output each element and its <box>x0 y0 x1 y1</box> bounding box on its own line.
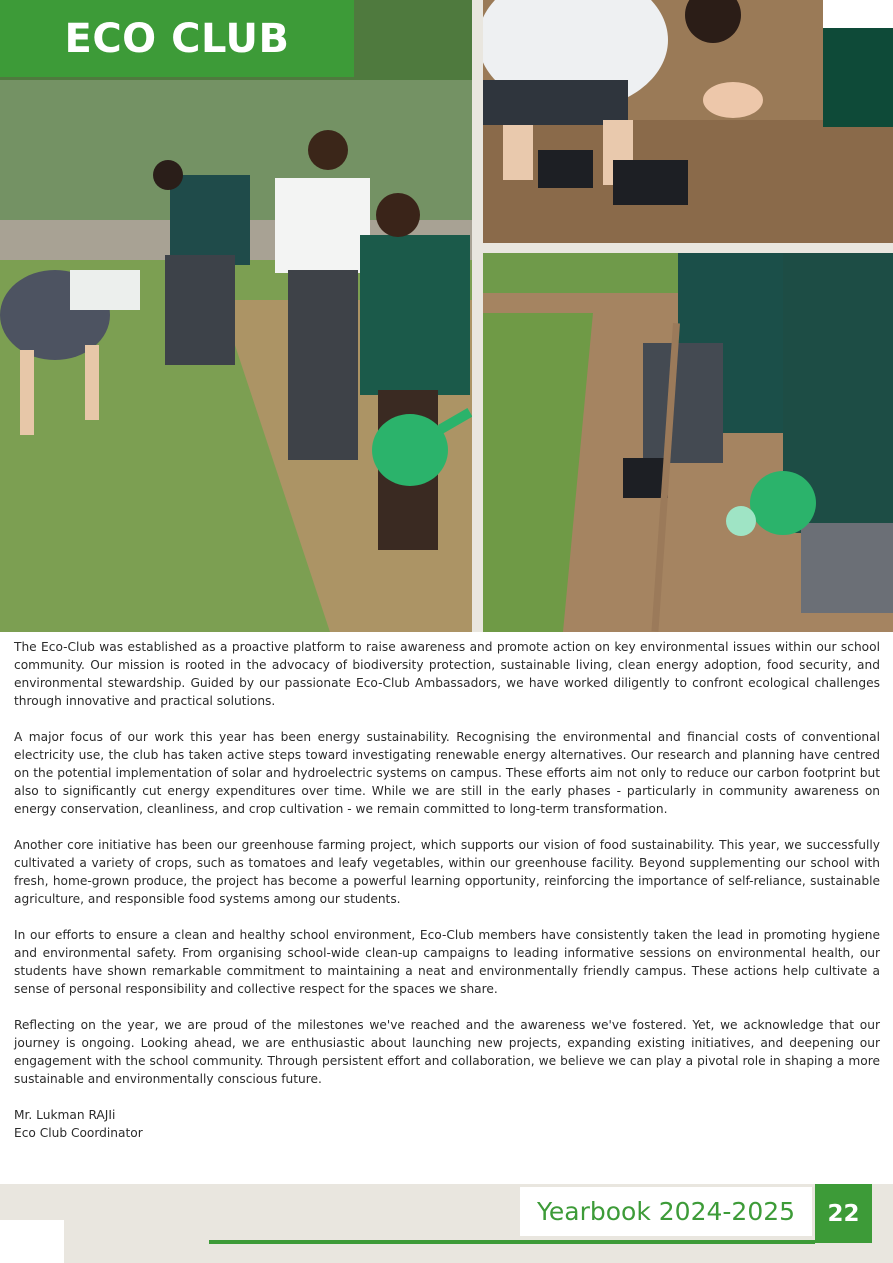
photo-students-digging-and-watering <box>483 253 893 632</box>
footer-rule <box>209 1240 815 1244</box>
signature-name: Mr. Lukman RAJIi <box>14 1108 116 1122</box>
page-number: 22 <box>827 1200 860 1227</box>
photo-students-planting-garden <box>0 0 472 632</box>
yearbook-label <box>520 1187 812 1236</box>
footer-corner-accent <box>0 1220 64 1263</box>
signature-role: Eco Club Coordinator <box>14 1126 143 1140</box>
article-body <box>14 638 880 1142</box>
corner-accent-dark <box>823 28 893 127</box>
yearbook-label-text: Yearbook 2024-2025 <box>536 1197 796 1226</box>
corner-accent-white <box>823 0 893 28</box>
article-paragraph: The Eco-Club was established as a proactive platform to raise awareness and promote action on key environmental issues within our school community. Our mission is rooted in the advocacy of biodiversity protection, sustainable living, clean energy adoption, food security, and environmental stewardship. Guided by our passionate Eco-Club Ambassadors, we have worked diligently to confront ecological challenges through innovative and practical solutions. <box>14 640 880 708</box>
article-paragraph: In our efforts to ensure a clean and healthy school environment, Eco-Club members have consistently taken the lead in promoting hygiene and environmental safety. From organising school-wide clean-up campaigns to leading informative sessions on environmental health, our students have shown remarkable commitment to maintaining a neat and environmentally friendly campus. These actions help cultivate a sense of personal responsibility and collective respect for the spaces we share. <box>14 928 880 996</box>
article-panel <box>0 632 893 1184</box>
article-paragraph: Another core initiative has been our greenhouse farming project, which supports our vision of food sustainability. This year, we successfully cultivated a variety of crops, such as tomatoes and leafy vegetables, within our greenhouse facility. Beyond supplementing our school with fresh, home-grown produce, the project has become a powerful learning opportunity, reinforcing the importance of self-reliance, sustainable agriculture, and responsible food systems among our students. <box>14 838 880 906</box>
article-paragraph: A major focus of our work this year has been energy sustainability. Recognising the environmental and financial costs of conventional electricity use, the club has taken active steps toward investigating renewable energy alternatives. Our research and planning have centred on the potential implementation of solar and hydroelectric systems on campus. These efforts aim not only to reduce our carbon footprint but also to significantly cut energy expenditures over time. While we are still in the early phases - particularly in community awareness on energy conservation, cleanliness, and crop cultivation - we remain committed to long-term transformation. <box>14 730 880 816</box>
article-paragraph: Reflecting on the year, we are proud of the milestones we've reached and the awareness we've fostered. Yet, we acknowledge that our journey is ongoing. Looking ahead, we are enthusiastic about launching new projects, expanding existing initiatives, and deepening our engagement with the school community. Through persistent effort and collaboration, we believe we can play a pivotal role in shaping a more sustainable and environmentally conscious future. <box>14 1018 880 1086</box>
section-title: ECO CLUB <box>64 15 290 62</box>
section-title-banner <box>0 0 354 77</box>
page-number-box <box>815 1184 872 1243</box>
